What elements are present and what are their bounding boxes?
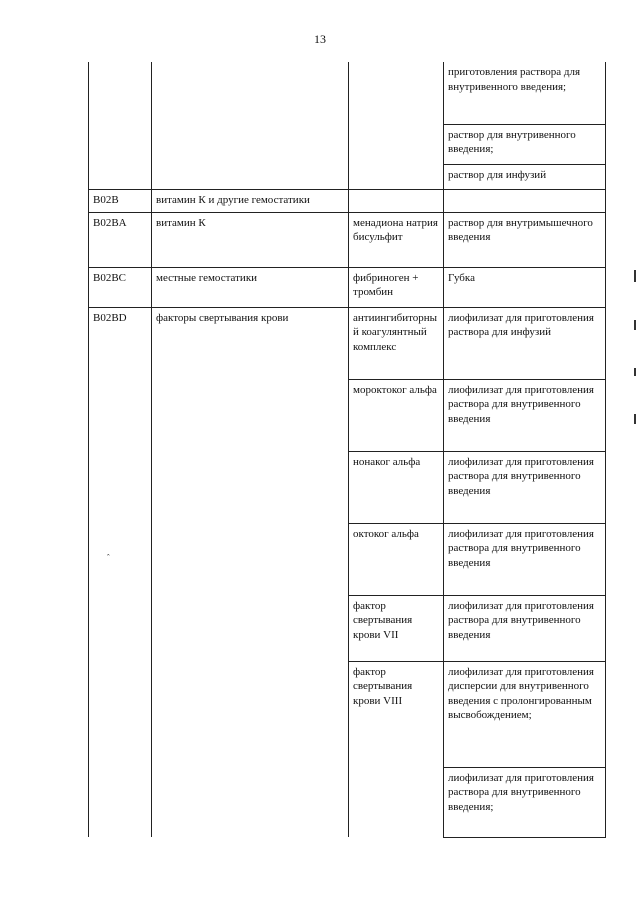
- dosage-form-cell: лиофилизат для приготовления раствора для инфузий: [444, 307, 606, 379]
- dosage-form-cell: лиофилизат для приготовления раствора для внутривенного введения;: [444, 767, 606, 837]
- table-row: [89, 212, 606, 267]
- substance-cell: фактор свертывания крови VII: [349, 595, 444, 661]
- substance-cell: фактор свертывания крови VIII: [349, 661, 444, 837]
- substance-cell: фибриноген + тромбин: [349, 267, 444, 307]
- dosage-form-cell: лиофилизат для приготовления раствора для внутривенного введения: [444, 595, 606, 661]
- dosage-form-cell: раствор для внутривенного введения;: [444, 124, 606, 164]
- page-number: 13: [314, 32, 326, 46]
- scan-artifact: ˆ: [107, 553, 110, 562]
- atc-code-cell: B02B: [89, 189, 152, 212]
- substance-cell: [349, 62, 444, 189]
- substance-cell: [349, 189, 444, 212]
- dosage-form-cell: приготовления раствора для внутривенного введения;: [444, 62, 606, 124]
- dosage-form-cell: [444, 189, 606, 212]
- dosage-form-cell: лиофилизат для приготовления дисперсии для внутривенного введения с пролонгированным высвобождением;: [444, 661, 606, 767]
- table-row: [89, 267, 606, 307]
- atc-code-cell: B02BD: [89, 307, 152, 837]
- margin-edge-marks: [634, 270, 638, 480]
- dosage-form-cell: лиофилизат для приготовления раствора для внутривенного введения: [444, 523, 606, 595]
- dosage-form-cell: лиофилизат для приготовления раствора для внутривенного введения: [444, 451, 606, 523]
- substance-cell: нонаког альфа: [349, 451, 444, 523]
- substance-cell: мороктоког альфа: [349, 379, 444, 451]
- dosage-form-cell: раствор для внутримышечного введения: [444, 212, 606, 267]
- substance-cell: антиингибиторный коагулянтный комплекс: [349, 307, 444, 379]
- table-row: [89, 189, 606, 212]
- group-cell: витамин К: [152, 212, 349, 267]
- medication-table: [88, 62, 606, 838]
- dosage-form-cell: раствор для инфузий: [444, 164, 606, 189]
- atc-code-cell: [89, 62, 152, 189]
- dosage-form-cell: лиофилизат для приготовления раствора для внутривенного введения: [444, 379, 606, 451]
- group-cell: витамин К и другие гемостатики: [152, 189, 349, 212]
- group-cell: местные гемостатики: [152, 267, 349, 307]
- table-row: [89, 62, 606, 124]
- dosage-form-cell: Губка: [444, 267, 606, 307]
- atc-code-cell: B02BC: [89, 267, 152, 307]
- substance-cell: менадиона натрия бисульфит: [349, 212, 444, 267]
- group-cell: [152, 62, 349, 189]
- substance-cell: октоког альфа: [349, 523, 444, 595]
- atc-code-cell: B02BA: [89, 212, 152, 267]
- table-row: [89, 307, 606, 379]
- group-cell: факторы свертывания крови: [152, 307, 349, 837]
